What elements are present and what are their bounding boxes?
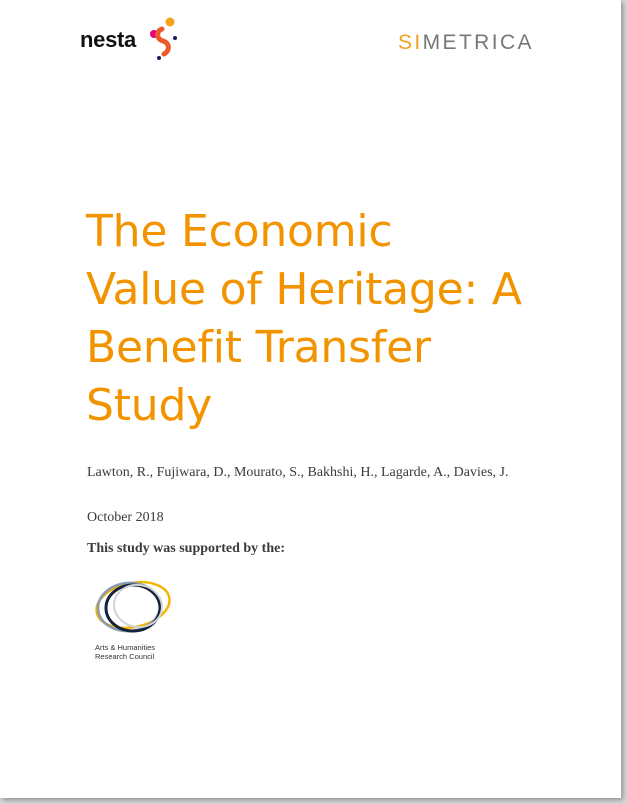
title-line: The Economic: [86, 206, 393, 257]
support-statement: This study was supported by the:: [87, 541, 285, 556]
title-line: Benefit Transfer: [86, 322, 431, 373]
author-list: Lawton, R., Fujiwara, D., Mourato, S., Bakhshi, H., Lagarde, A., Davies, J.: [87, 465, 509, 480]
ahrc-rings-icon: [86, 576, 186, 640]
ahrc-name-line: Research Council: [95, 652, 155, 661]
simetrica-logo-accent: SI: [398, 31, 423, 54]
ahrc-logo: [86, 576, 236, 666]
title-line: Study: [86, 380, 213, 431]
nesta-mark-icon: [146, 17, 182, 61]
simetrica-logo: [398, 31, 534, 55]
publication-date: October 2018: [87, 510, 164, 525]
ahrc-name: [95, 643, 155, 661]
document-title: [86, 203, 586, 435]
title-line: Value of Heritage: A: [86, 264, 522, 315]
nesta-wordmark: nesta: [80, 27, 136, 52]
nesta-logo: [80, 17, 190, 61]
ahrc-name-line: Arts & Humanities: [95, 643, 156, 652]
simetrica-logo-text: METRICA: [422, 31, 534, 54]
